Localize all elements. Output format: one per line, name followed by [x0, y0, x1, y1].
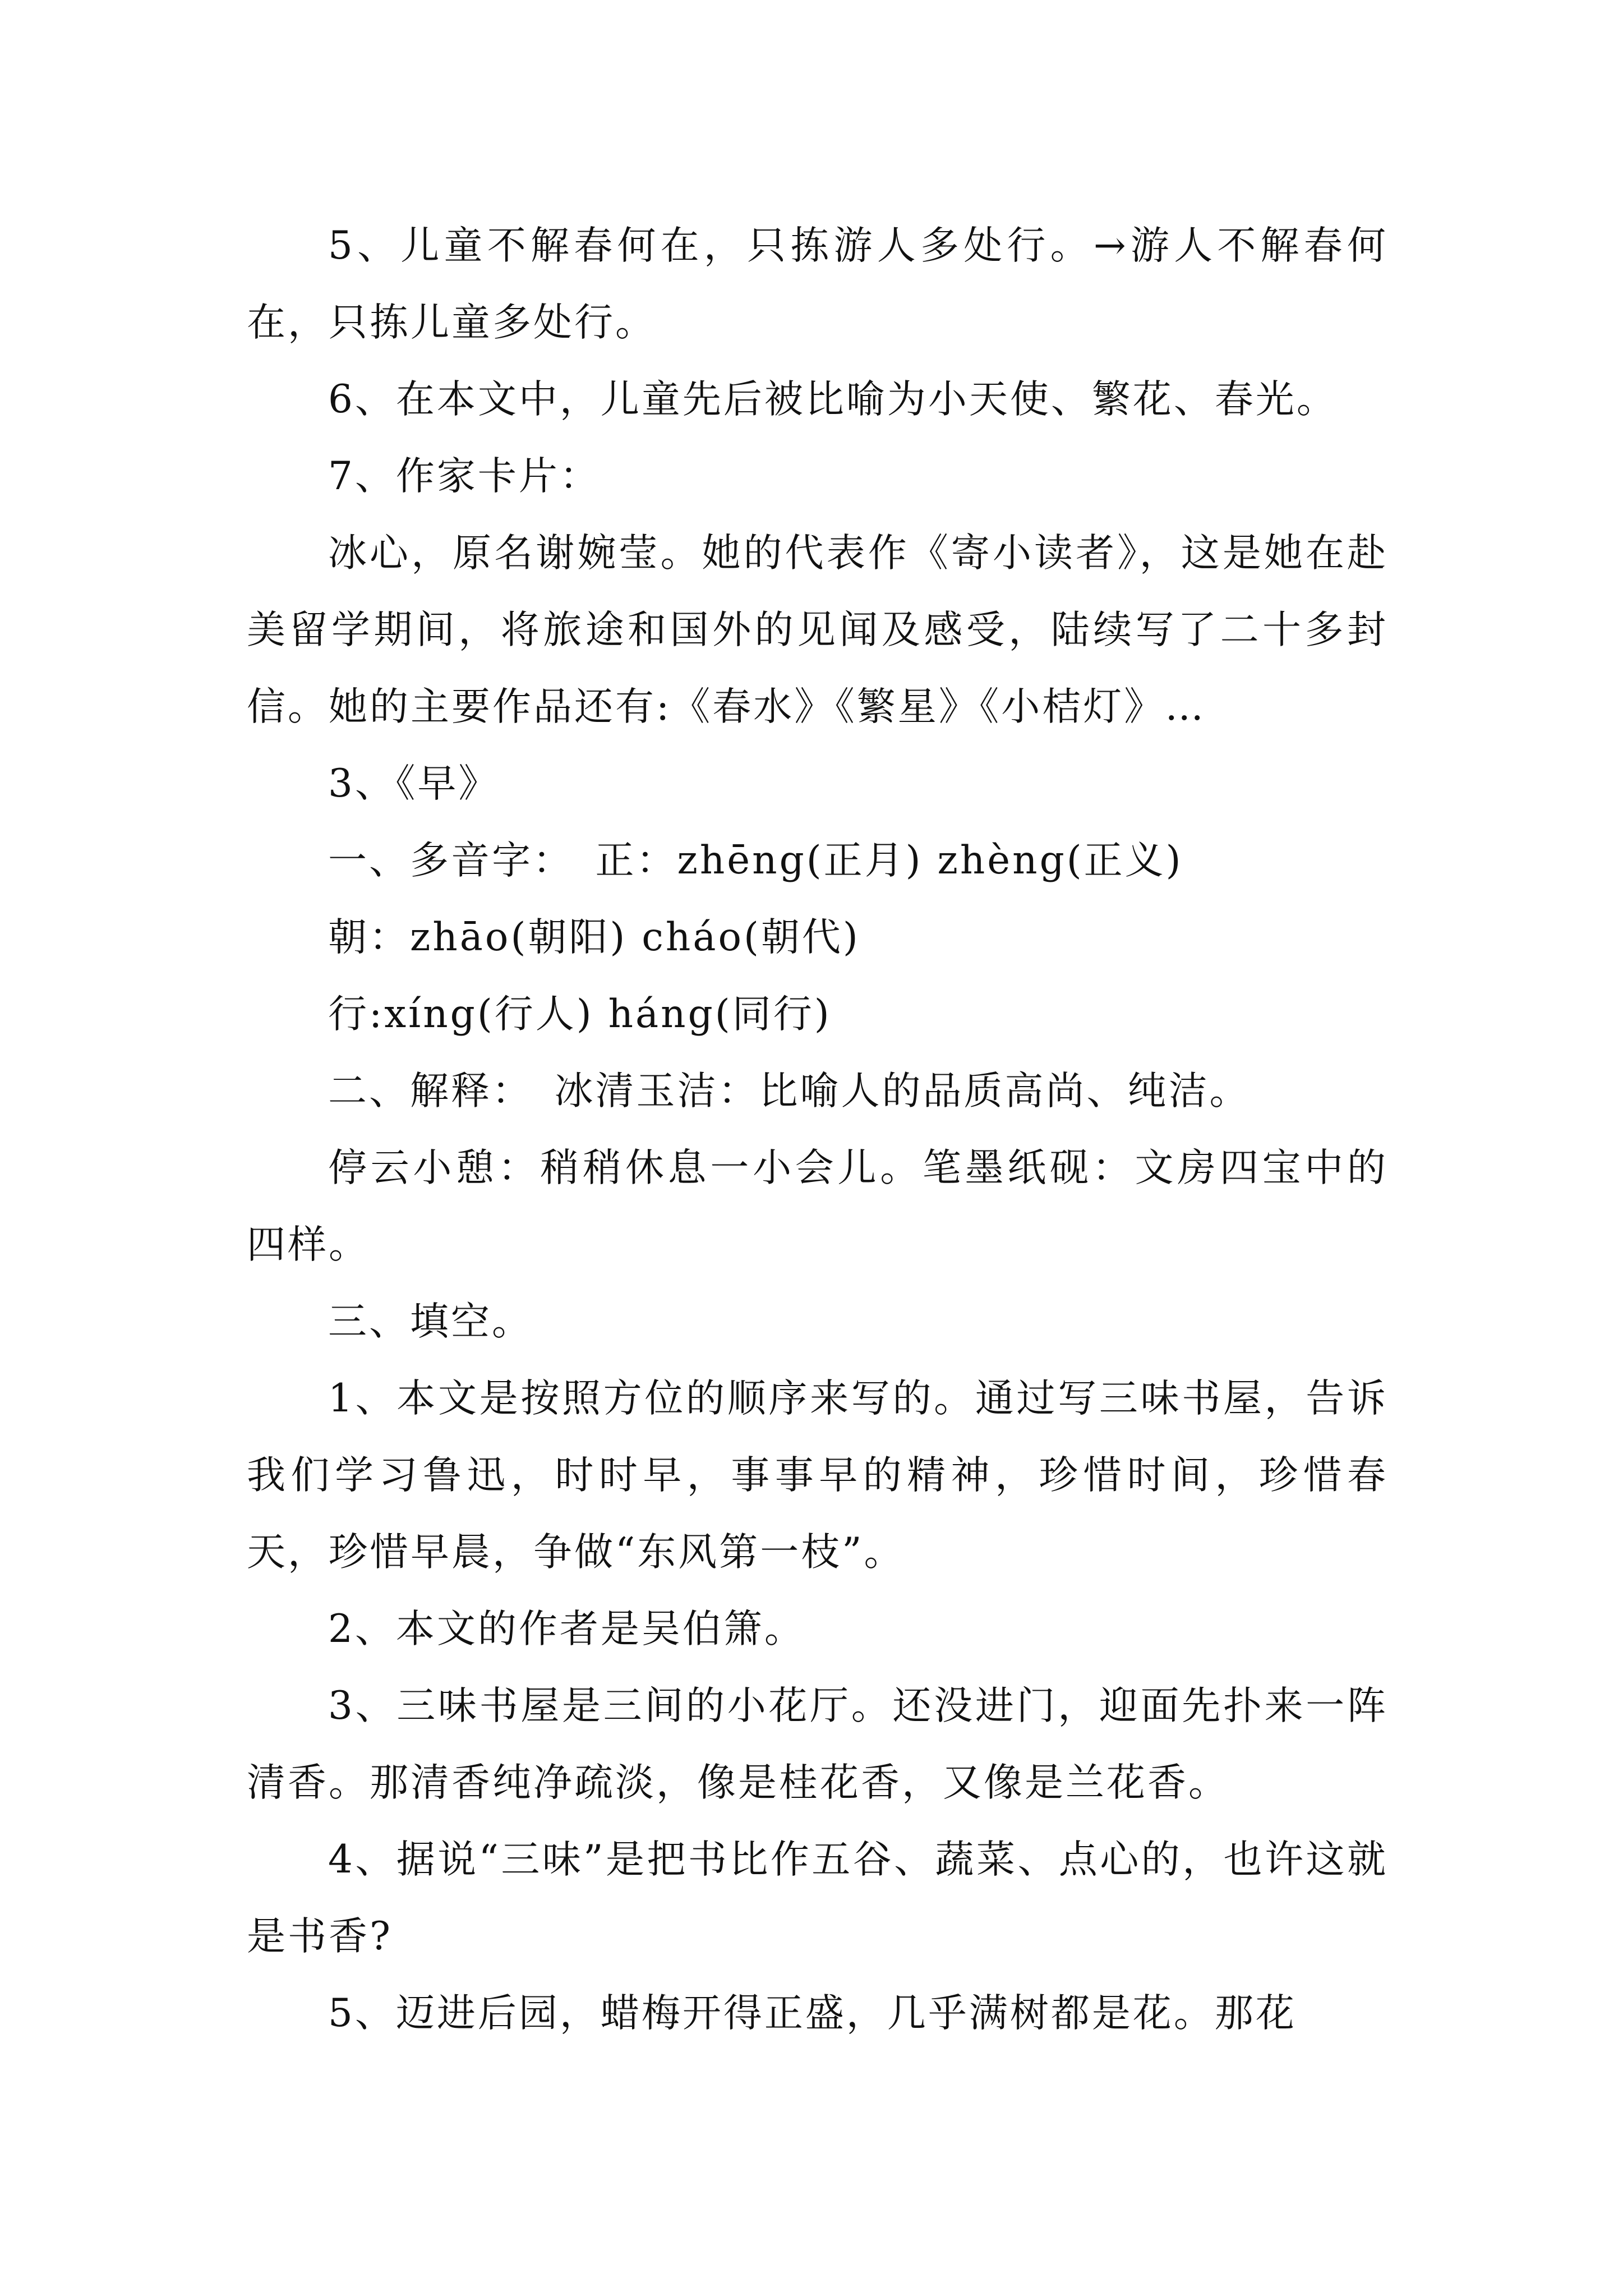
fill-item-1: 1、本文是按照方位的顺序来写的。通过写三味书屋，告诉我们学习鲁迅，时时早，事事早的精神，珍惜时间，珍惜春天，珍惜早晨，争做“东风第一枝”。 — [247, 1376, 1388, 1575]
fill-item-3: 3、三味书屋是三间的小花厅。还没进门，迎面先扑来一阵清香。那清香纯净疏淡，像是桂花香，又像是兰花香。 — [247, 1683, 1388, 1805]
paragraph-item-6-metaphor: 6、在本文中，儿童先后被比喻为小天使、繁花、春光。 — [328, 377, 1338, 422]
fill-item-4: 4、据说“三味”是把书比作五谷、蔬菜、点心的，也许这就是书香? — [247, 1837, 1388, 1959]
section-heading-fill-blank: 三、填空。 — [328, 1299, 533, 1344]
fill-item-5: 5、迈进后园，蜡梅开得正盛，几乎满树都是花。那花 — [328, 1991, 1297, 2036]
fill-item-2: 2、本文的作者是吴伯箫。 — [328, 1607, 805, 1651]
document-body — [247, 208, 1388, 2052]
polyphonic-zhao: 朝：zhāo(朝阳) cháo(朝代) — [328, 915, 860, 960]
polyphonic-zheng: 一、多音字： 正：zhēng(正月) zhèng(正义) — [328, 838, 1183, 883]
paragraph-item-5-children: 5、儿童不解春何在，只拣游人多处行。→游人不解春何在，只拣儿童多处行。 — [247, 223, 1388, 345]
section-heading-zao: 3、《早》 — [328, 761, 500, 806]
explanation-bingqing: 二、解释： 冰清玉洁：比喻人的品质高尚、纯洁。 — [328, 1069, 1251, 1114]
paragraph-bingxin-bio: 冰心，原名谢婉莹。她的代表作《寄小读者》，这是她在赴美留学期间，将旅途和国外的见闻及感受，陆续写了二十多封信。她的主要作品还有:《春水》《繁星》《小桔灯》… — [247, 531, 1388, 729]
polyphonic-xing: 行:xíng(行人) háng(同行) — [328, 992, 832, 1037]
explanation-tingyun: 停云小憩：稍稍休息一小会儿。笔墨纸砚：文房四宝中的四样。 — [247, 1145, 1388, 1267]
paragraph-item-7-author-card: 7、作家卡片： — [328, 454, 601, 499]
